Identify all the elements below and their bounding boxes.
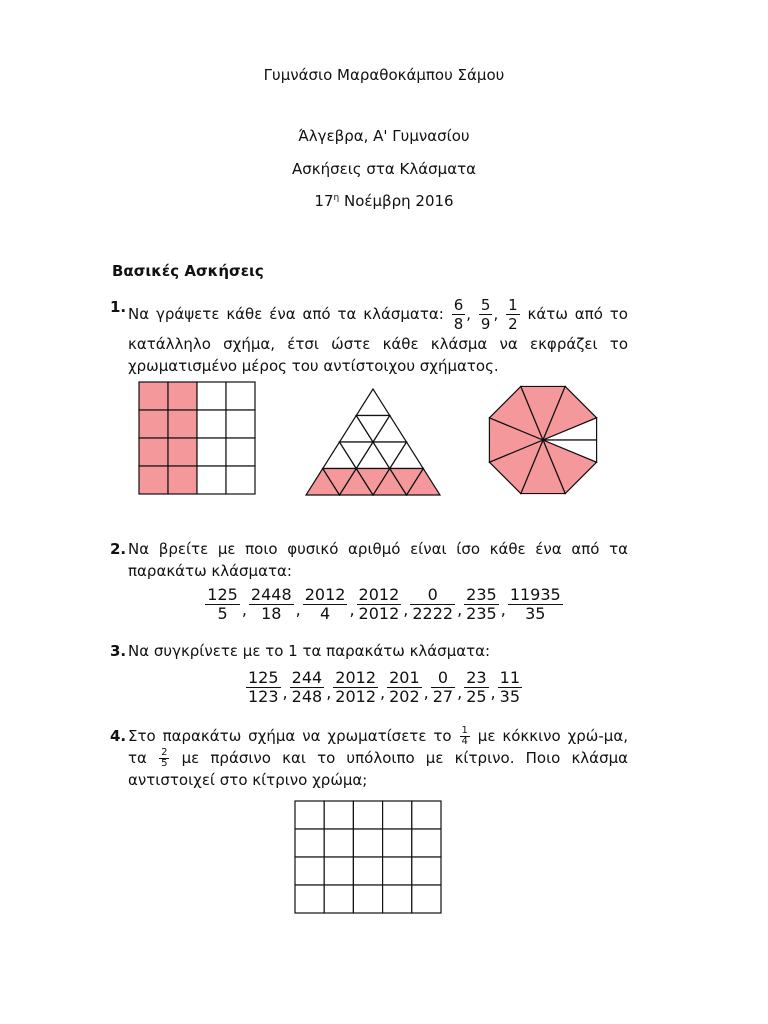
- exercise-1-text-before: Να γράψετε κάθε ένα από τα κλάσματα:: [128, 305, 451, 323]
- ex2-fraction: [410, 586, 455, 623]
- grid-cell: [226, 382, 255, 410]
- grid-cell: [295, 801, 324, 829]
- grid-cell: [295, 885, 324, 913]
- school-name: Γυμνάσιο Μαραθοκάμπου Σάμου: [263, 66, 505, 84]
- exercise-1: 1. Να γράψετε κάθε ένα από τα κλάσματα: $\frac{6}{8}$ , $\frac{5}{9}$ , $\frac{1}{2}$ κάτω από το κατάλληλο σχήμα, έτσι ώστε κάθε κλάσμα να εκφράζει το χρωματισμένο μέρος του αντίστοιχου σχήματος.: [110, 296, 628, 375]
- date-superscript: η: [333, 193, 340, 203]
- grid-cell: [412, 857, 441, 885]
- triangle-figure: [304, 387, 442, 497]
- ex3-fraction: [498, 669, 522, 706]
- grid-cell: [353, 885, 382, 913]
- grid-cell: [383, 857, 412, 885]
- date: [0, 192, 768, 210]
- grid-cell: [197, 382, 226, 410]
- triangle-cell: [356, 389, 390, 416]
- exercise-4-text-b: με κόκκινο χρώ-μα, τα: [128, 727, 628, 767]
- ex3-fraction: [333, 669, 378, 706]
- grid-cell: [226, 438, 255, 466]
- grid-cell: [139, 466, 168, 494]
- comma: ,: [241, 600, 247, 619]
- numerator: 244: [291, 668, 323, 687]
- exercise-1-text-after: κάτω από το κατάλληλο σχήμα, έτσι ώστε κάθε κλάσμα να εκφράζει το χρωματισμένο μέρος του αντίστοιχου σχήματος.: [128, 305, 628, 375]
- grid-cell: [324, 857, 353, 885]
- course-name: Άλγεβρα, Α' Γυμνασίου: [298, 127, 470, 145]
- grid-cell: [139, 382, 168, 410]
- exercise-4: [110, 725, 629, 791]
- exercise-3: [110, 640, 628, 662]
- ex2-fraction: [249, 586, 294, 623]
- comma: ,: [403, 600, 409, 619]
- comma: ,: [457, 683, 463, 702]
- grid-cell: [197, 410, 226, 438]
- numerator: 0: [410, 586, 455, 605]
- exercise-3-number: 3.: [110, 642, 127, 660]
- denominator: 235: [466, 604, 497, 623]
- denominator: 2012: [358, 604, 400, 623]
- grid-cell: [383, 829, 412, 857]
- denominator: 123: [248, 687, 279, 706]
- comma: ,: [500, 600, 506, 619]
- numerator: 11: [499, 668, 520, 687]
- grid-cell: [353, 801, 382, 829]
- numerator: 23: [466, 668, 487, 687]
- exercise-3-text: Να συγκρίνετε με το 1 τα παρακάτω κλάσματα:: [128, 642, 491, 660]
- numerator: 11935: [509, 585, 561, 604]
- ex3-fraction: [431, 669, 455, 706]
- denominator: 4: [320, 604, 331, 623]
- exercise-2-number: 2.: [110, 540, 127, 558]
- numerator: 125: [248, 668, 279, 687]
- exercise-2: [110, 538, 628, 582]
- exercise-3-fractions: [0, 669, 768, 706]
- exercise-4-text-c: με πράσινο και το υπόλοιπο με κίτρινο. Ποιο κλάσμα αντιστοιχεί στο κίτρινο χρώμα;: [128, 749, 629, 789]
- grid-4x4-figure: [138, 381, 258, 495]
- ex2-fraction: [508, 586, 563, 623]
- grid-cell: [226, 466, 255, 494]
- numerator: 2012: [335, 668, 376, 687]
- denominator: 2012: [335, 687, 376, 706]
- denominator: 35: [499, 687, 520, 706]
- exercise-4-text-a: Στο παρακάτω σχήμα να χρωματίσετε το: [128, 727, 459, 745]
- ex1-fraction: $\frac{5}{9}$: [480, 296, 491, 333]
- date-rest: Νοέμβρη 2016: [339, 192, 454, 210]
- comma: ,: [282, 683, 288, 702]
- grid-cell: [168, 410, 197, 438]
- ex1-fraction: $\frac{1}{2}$: [508, 296, 518, 333]
- grid-cell: [353, 857, 382, 885]
- grid-cell: [383, 801, 412, 829]
- grid-cell: [295, 857, 324, 885]
- ex2-fraction: [303, 586, 348, 623]
- octagon-figure: [483, 382, 603, 498]
- numerator: 0: [431, 669, 455, 688]
- ex4-fraction-red: $\frac{1}{4}$: [461, 725, 468, 747]
- denominator: 18: [261, 604, 282, 623]
- grid-cell: [197, 466, 226, 494]
- denominator: 202: [389, 687, 420, 706]
- numerator: 125: [207, 585, 238, 604]
- comma: ,: [295, 600, 301, 619]
- grid-cell: [324, 801, 353, 829]
- ex1-fraction: $\frac{6}{8}$: [453, 296, 464, 333]
- grid-cell: [324, 829, 353, 857]
- exercise-2-text: Να βρείτε με ποιο φυσικό αριθμό είναι ίσο κάθε ένα από τα παρακάτω κλάσματα:: [128, 540, 628, 580]
- grid-5x4-figure: [294, 800, 444, 916]
- grid-cell: [412, 829, 441, 857]
- exercise-2-fractions: [0, 586, 768, 623]
- numerator: 201: [389, 668, 420, 687]
- grid-cell: [353, 829, 382, 857]
- ex2-fraction: [205, 586, 240, 623]
- comma: ,: [490, 683, 496, 702]
- numerator: 235: [466, 585, 497, 604]
- ex4-fraction-green: $\frac{2}{5}$: [161, 747, 168, 769]
- topic-title: Ασκήσεις στα Κλάσματα: [291, 160, 477, 178]
- comma: ,: [349, 600, 355, 619]
- grid-cell: [168, 382, 197, 410]
- comma: ,: [380, 683, 386, 702]
- section-title: Βασικές Ασκήσεις: [112, 262, 264, 280]
- grid-cell: [295, 829, 324, 857]
- exercise-1-number: 1.: [110, 298, 127, 316]
- grid-cell: [412, 885, 441, 913]
- denominator: 5: [217, 604, 228, 623]
- ex3-fraction: [290, 669, 325, 706]
- grid-cell: [226, 410, 255, 438]
- grid-cell: [168, 466, 197, 494]
- numerator: 2448: [250, 585, 292, 604]
- comma: ,: [423, 683, 429, 702]
- numerator: 2012: [358, 585, 400, 604]
- exercise-4-number: 4.: [110, 727, 127, 745]
- grid-cell: [168, 438, 197, 466]
- denominator: 248: [291, 687, 323, 706]
- denominator: 25: [466, 687, 487, 706]
- ex3-fraction: [464, 669, 488, 706]
- grid-cell: [139, 438, 168, 466]
- ex3-fraction: [246, 669, 281, 706]
- grid-cell: [139, 410, 168, 438]
- denominator: 2222: [412, 604, 454, 623]
- grid-cell: [324, 885, 353, 913]
- date-day: 17: [314, 192, 334, 210]
- denominator: 35: [525, 604, 546, 623]
- comma: ,: [457, 600, 463, 619]
- grid-cell: [412, 801, 441, 829]
- comma: ,: [326, 683, 332, 702]
- numerator: 2012: [304, 585, 346, 604]
- ex3-fraction: [387, 669, 422, 706]
- grid-cell: [197, 438, 226, 466]
- ex2-fraction: [464, 586, 499, 623]
- grid-cell: [383, 885, 412, 913]
- ex2-fraction: [357, 586, 402, 623]
- denominator: 27: [432, 687, 454, 706]
